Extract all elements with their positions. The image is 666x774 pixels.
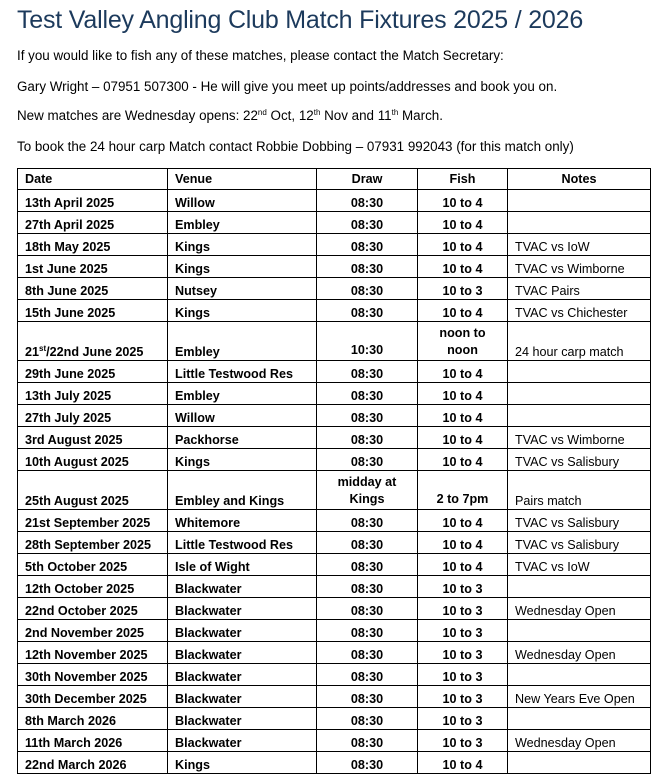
notes-cell: TVAC vs Salisbury xyxy=(508,510,651,532)
fish-cell: 10 to 3 xyxy=(418,730,508,752)
venue-cell: Blackwater xyxy=(168,686,317,708)
draw-cell: 08:30 xyxy=(317,576,418,598)
notes-cell xyxy=(508,361,651,383)
intro-carp-match-line: To book the 24 hour carp Match contact Robbie Dobbing – 07931 992043 (for this match only) xyxy=(17,139,574,154)
draw-cell: 08:30 xyxy=(317,532,418,554)
notes-cell: Wednesday Open xyxy=(508,642,651,664)
date-cell: 10th August 2025 xyxy=(18,449,168,471)
page-title: Test Valley Angling Club Match Fixtures 2025 / 2026 xyxy=(17,6,584,34)
notes-cell: TVAC vs Wimborne xyxy=(508,256,651,278)
date-cell: 13th July 2025 xyxy=(18,383,168,405)
fish-cell: noon to noon xyxy=(418,322,508,361)
date-cell: 2nd November 2025 xyxy=(18,620,168,642)
date-cell: 8th March 2026 xyxy=(18,708,168,730)
notes-cell: Wednesday Open xyxy=(508,730,651,752)
notes-cell xyxy=(508,190,651,212)
fish-cell: 10 to 4 xyxy=(418,405,508,427)
notes-cell: Wednesday Open xyxy=(508,598,651,620)
date-cell: 5th October 2025 xyxy=(18,554,168,576)
venue-cell: Little Testwood Res xyxy=(168,532,317,554)
venue-cell: Isle of Wight xyxy=(168,554,317,576)
draw-cell: 08:30 xyxy=(317,664,418,686)
date-cell: 3rd August 2025 xyxy=(18,427,168,449)
notes-cell: TVAC vs Wimborne xyxy=(508,427,651,449)
fish-cell: 10 to 4 xyxy=(418,256,508,278)
date-cell: 1st June 2025 xyxy=(18,256,168,278)
draw-cell: 08:30 xyxy=(317,620,418,642)
draw-cell: 08:30 xyxy=(317,449,418,471)
venue-cell: Blackwater xyxy=(168,620,317,642)
draw-cell: 08:30 xyxy=(317,598,418,620)
date-cell: 27th July 2025 xyxy=(18,405,168,427)
notes-cell: TVAC vs Chichester xyxy=(508,300,651,322)
fish-cell: 10 to 4 xyxy=(418,510,508,532)
table-row xyxy=(18,554,651,576)
fixtures-table-body xyxy=(18,190,651,774)
draw-cell: midday at Kings xyxy=(317,471,418,510)
date-cell: 8th June 2025 xyxy=(18,278,168,300)
notes-cell xyxy=(508,576,651,598)
intro-secretary-line: Gary Wright – 07951 507300 - He will give you meet up points/addresses and book you on. xyxy=(17,79,558,94)
table-row xyxy=(18,383,651,405)
venue-cell: Embley xyxy=(168,383,317,405)
notes-cell xyxy=(508,383,651,405)
header-venue: Venue xyxy=(168,169,317,190)
date-cell: 12th October 2025 xyxy=(18,576,168,598)
date-cell: 15th June 2025 xyxy=(18,300,168,322)
header-notes: Notes xyxy=(508,169,651,190)
fish-cell: 10 to 4 xyxy=(418,449,508,471)
fish-cell: 10 to 4 xyxy=(418,532,508,554)
fish-cell: 10 to 4 xyxy=(418,427,508,449)
draw-cell: 08:30 xyxy=(317,278,418,300)
header-date: Date xyxy=(18,169,168,190)
draw-cell: 08:30 xyxy=(317,300,418,322)
draw-cell: 08:30 xyxy=(317,212,418,234)
draw-cell: 08:30 xyxy=(317,190,418,212)
fish-cell: 10 to 3 xyxy=(418,642,508,664)
table-row xyxy=(18,256,651,278)
table-header-row xyxy=(18,169,651,190)
draw-cell: 08:30 xyxy=(317,708,418,730)
date-cell: 29th June 2025 xyxy=(18,361,168,383)
date-cell: 22nd March 2026 xyxy=(18,752,168,774)
table-row xyxy=(18,620,651,642)
table-row xyxy=(18,532,651,554)
notes-cell: TVAC Pairs xyxy=(508,278,651,300)
fish-cell: 10 to 4 xyxy=(418,361,508,383)
draw-cell: 08:30 xyxy=(317,686,418,708)
table-row xyxy=(18,405,651,427)
date-cell: 28th September 2025 xyxy=(18,532,168,554)
fish-cell: 10 to 4 xyxy=(418,752,508,774)
table-row xyxy=(18,190,651,212)
header-draw: Draw xyxy=(317,169,418,190)
draw-cell: 08:30 xyxy=(317,256,418,278)
notes-cell xyxy=(508,708,651,730)
notes-cell: New Years Eve Open xyxy=(508,686,651,708)
venue-cell: Blackwater xyxy=(168,642,317,664)
table-row xyxy=(18,598,651,620)
notes-cell: 24 hour carp match xyxy=(508,322,651,361)
notes-cell: TVAC vs Salisbury xyxy=(508,449,651,471)
table-row xyxy=(18,300,651,322)
table-row xyxy=(18,322,651,361)
header-fish: Fish xyxy=(418,169,508,190)
date-cell: 11th March 2026 xyxy=(18,730,168,752)
fish-cell: 2 to 7pm xyxy=(418,471,508,510)
table-row xyxy=(18,686,651,708)
fish-cell: 10 to 3 xyxy=(418,598,508,620)
date-cell: 27th April 2025 xyxy=(18,212,168,234)
notes-cell: Pairs match xyxy=(508,471,651,510)
venue-cell: Nutsey xyxy=(168,278,317,300)
draw-cell: 08:30 xyxy=(317,405,418,427)
venue-cell: Embley and Kings xyxy=(168,471,317,510)
venue-cell: Blackwater xyxy=(168,730,317,752)
fish-cell: 10 to 3 xyxy=(418,620,508,642)
notes-cell: TVAC vs IoW xyxy=(508,234,651,256)
fish-cell: 10 to 3 xyxy=(418,686,508,708)
venue-cell: Packhorse xyxy=(168,427,317,449)
fish-cell: 10 to 4 xyxy=(418,234,508,256)
notes-cell: TVAC vs IoW xyxy=(508,554,651,576)
table-row xyxy=(18,278,651,300)
fish-cell: 10 to 3 xyxy=(418,708,508,730)
fish-cell: 10 to 4 xyxy=(418,300,508,322)
venue-cell: Kings xyxy=(168,752,317,774)
draw-cell: 08:30 xyxy=(317,427,418,449)
fish-cell: 10 to 4 xyxy=(418,212,508,234)
venue-cell: Whitemore xyxy=(168,510,317,532)
table-row xyxy=(18,752,651,774)
venue-cell: Willow xyxy=(168,405,317,427)
venue-cell: Blackwater xyxy=(168,664,317,686)
fish-cell: 10 to 4 xyxy=(418,190,508,212)
venue-cell: Blackwater xyxy=(168,708,317,730)
venue-cell: Embley xyxy=(168,212,317,234)
table-row xyxy=(18,730,651,752)
table-row xyxy=(18,449,651,471)
table-row xyxy=(18,212,651,234)
date-cell: 30th November 2025 xyxy=(18,664,168,686)
venue-cell: Little Testwood Res xyxy=(168,361,317,383)
table-row xyxy=(18,664,651,686)
fixtures-table xyxy=(17,168,651,774)
draw-cell: 08:30 xyxy=(317,554,418,576)
table-row xyxy=(18,427,651,449)
fish-cell: 10 to 4 xyxy=(418,554,508,576)
date-cell: 13th April 2025 xyxy=(18,190,168,212)
draw-cell: 08:30 xyxy=(317,383,418,405)
fish-cell: 10 to 3 xyxy=(418,664,508,686)
table-row xyxy=(18,576,651,598)
draw-cell: 08:30 xyxy=(317,730,418,752)
date-cell: 12th November 2025 xyxy=(18,642,168,664)
draw-cell: 08:30 xyxy=(317,234,418,256)
venue-cell: Willow xyxy=(168,190,317,212)
notes-cell xyxy=(508,212,651,234)
draw-cell: 08:30 xyxy=(317,361,418,383)
venue-cell: Kings xyxy=(168,300,317,322)
intro-wednesday-opens-line: New matches are Wednesday opens: 22nd Oct, 12th Nov and 11th March. xyxy=(17,108,443,123)
venue-cell: Embley xyxy=(168,322,317,361)
venue-cell: Kings xyxy=(168,256,317,278)
fish-cell: 10 to 4 xyxy=(418,383,508,405)
table-row xyxy=(18,708,651,730)
table-row xyxy=(18,510,651,532)
notes-cell xyxy=(508,664,651,686)
date-cell: 30th December 2025 xyxy=(18,686,168,708)
draw-cell: 08:30 xyxy=(317,752,418,774)
date-cell: 25th August 2025 xyxy=(18,471,168,510)
fish-cell: 10 to 3 xyxy=(418,278,508,300)
notes-cell xyxy=(508,405,651,427)
date-cell: 21st/22nd June 2025 xyxy=(18,322,168,361)
venue-cell: Blackwater xyxy=(168,576,317,598)
notes-cell: TVAC vs Salisbury xyxy=(508,532,651,554)
venue-cell: Kings xyxy=(168,449,317,471)
date-cell: 22nd October 2025 xyxy=(18,598,168,620)
date-cell: 18th May 2025 xyxy=(18,234,168,256)
table-row xyxy=(18,234,651,256)
fish-cell: 10 to 3 xyxy=(418,576,508,598)
venue-cell: Blackwater xyxy=(168,598,317,620)
notes-cell xyxy=(508,752,651,774)
draw-cell: 10:30 xyxy=(317,322,418,361)
date-cell: 21st September 2025 xyxy=(18,510,168,532)
intro-contact-line: If you would like to fish any of these matches, please contact the Match Secretary: xyxy=(17,48,504,63)
notes-cell xyxy=(508,620,651,642)
table-row xyxy=(18,471,651,510)
draw-cell: 08:30 xyxy=(317,642,418,664)
venue-cell: Kings xyxy=(168,234,317,256)
table-row xyxy=(18,642,651,664)
draw-cell: 08:30 xyxy=(317,510,418,532)
table-row xyxy=(18,361,651,383)
